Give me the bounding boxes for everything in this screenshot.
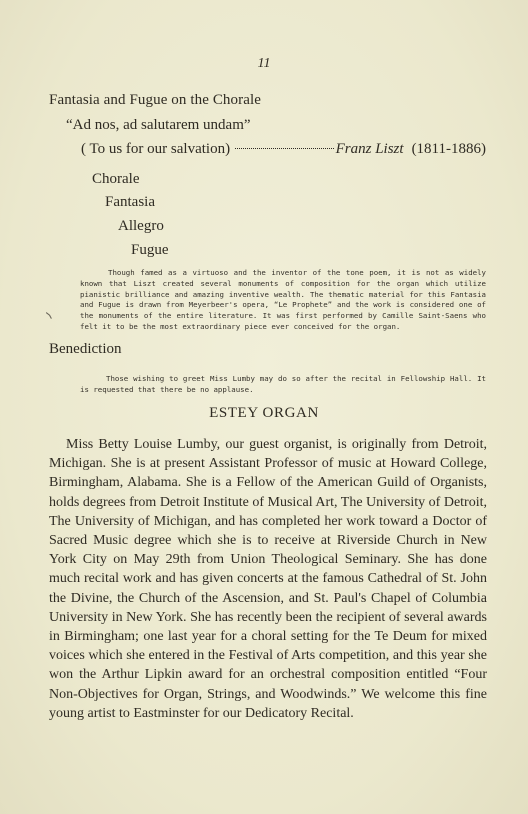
- organist-biography: Miss Betty Louise Lumby, our guest organist, is originally from Detroit, Michigan. She is at present Assistant Professor of music at Howard College, Birmingham, Alabama. She is a Fellow of the American Guild of Organists, holds degrees from Detroit Institute of Musical Art, The University of Detroit, The University of Michigan, and has completed her work toward a Doctor of Sacred Music degree which she is to receive at Riverside Church in New York City on May 29th from Union Theological Seminary. She has done much recital work and has given concerts at the famous Cathedral of St. John the Divine, the Church of the Ascension, and St. Paul's Chapel of Columbia University in New York. She has recently been the recipient of several awards in Birmingham; one last year for a choral setting for the Te Deum for mixed voices which she entered in the Festival of Arts competition, and this year she won the Arthur Lipkin award for an orchestral composition entitled “Four Non-Objectives for Organ, Strings, and Woodwinds.” We welcome this fine young artist to Eastminster for our Dedicatory Recital.: [49, 437, 487, 721]
- greeting-note: Those wishing to greet Miss Lumby may do so after the recital in Fellowship Hall. It is requested that there be no applause.: [80, 374, 486, 394]
- movement-allegro: Allegro: [118, 218, 164, 234]
- pencil-mark-icon: [46, 312, 52, 319]
- movement-fugue: Fugue: [131, 242, 169, 258]
- program-note-text: Though famed as a virtuoso and the inventor of the tone poem, it is not as widely known that Liszt created several monuments of composition for the organ which utilize pianistic brilliance and amazing inventive wealth. The thematic material for this Fantasia and Fugue is drawn from Meyerbeer's opera, “Le Prophete” and the work is considered one of the monuments of the entire literature. It was first performed by Camille Saint-Saens who felt it to be the most extraordinary piece ever conceived for the organ.: [80, 268, 486, 331]
- page-number: 11: [257, 56, 271, 71]
- piece-subtitle: “Ad nos, ad salutarem undam”: [66, 117, 251, 133]
- movement-fantasia: Fantasia: [105, 194, 155, 210]
- program-note: [80, 268, 486, 333]
- benediction-title: Benediction: [49, 341, 122, 357]
- composer-credit-line: [81, 141, 486, 158]
- title-translation: ( To us for our salvation): [81, 141, 231, 157]
- organ-heading: ESTEY ORGAN: [209, 405, 319, 421]
- dotted-leader: [235, 148, 334, 149]
- movement-chorale: Chorale: [92, 171, 140, 187]
- composer-name: Franz Liszt: [335, 141, 404, 157]
- piece-title: Fantasia and Fugue on the Chorale: [49, 92, 262, 108]
- composer-dates: (1811-1886): [411, 141, 486, 157]
